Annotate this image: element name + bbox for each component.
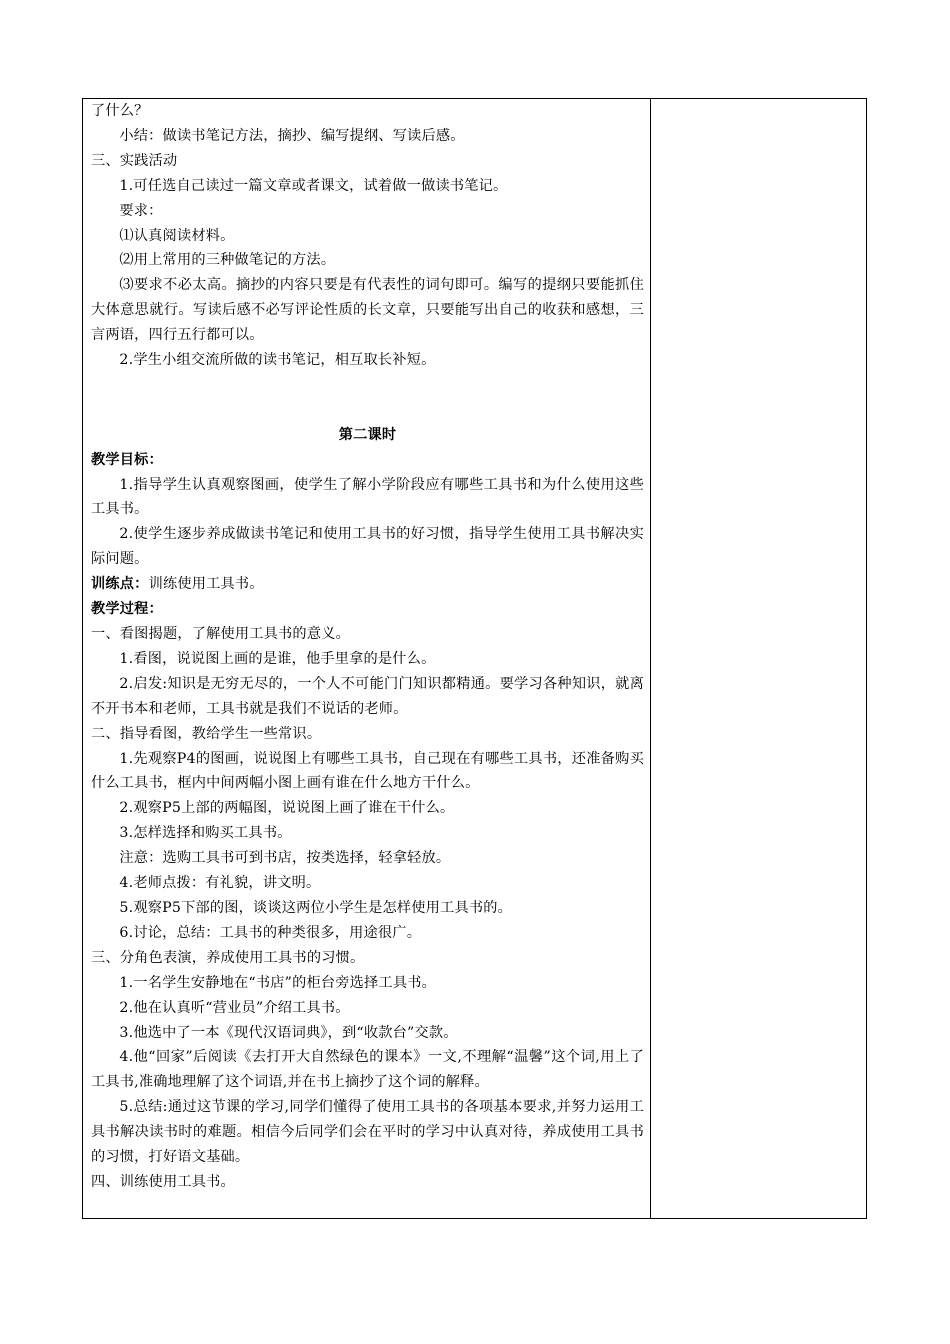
list-item: 2.使学生逐步养成做读书笔记和使用工具书的好习惯，指导学生使用工具书解决实际问题。 bbox=[91, 526, 644, 568]
lesson-title: 第二课时 bbox=[338, 426, 397, 443]
list-item: 3.怎样选择和购买工具书。 bbox=[119, 825, 292, 842]
list-item: 4.他“回家”后阅读《去打开大自然绿色的课本》一文,不理解“温馨”这个词,用上了工具书,准确地理解了这个词语,并在书上摘抄了这个词的解释。 bbox=[91, 1049, 644, 1091]
list-item: 2.学生小组交流所做的读书笔记，相互取长补短。 bbox=[119, 352, 436, 369]
section-heading: 一、看图揭题，了解使用工具书的意义。 bbox=[91, 626, 350, 642]
summary-line: 小结：做读书笔记方法，摘抄、编写提纲、写读后感。 bbox=[119, 127, 465, 144]
goals-label: 教学目标： bbox=[91, 451, 163, 468]
note-line: 注意：选购工具书可到书店，按类选择，轻拿轻放。 bbox=[119, 850, 451, 867]
training-text: 训练使用工具书。 bbox=[148, 576, 264, 593]
section-heading: 三、实践活动 bbox=[91, 152, 178, 169]
blank-line bbox=[91, 398, 644, 423]
list-item: ⑴认真阅读材料。 bbox=[119, 227, 235, 244]
list-item: 6.讨论，总结：工具书的种类很多，用途很广。 bbox=[119, 924, 422, 941]
list-item: 4.老师点拨：有礼貌，讲文明。 bbox=[119, 875, 321, 892]
notes-cell bbox=[651, 99, 866, 1218]
list-item: 1.看图，说说图上画的是谁，他手里拿的是什么。 bbox=[119, 650, 436, 667]
list-item: 1.一名学生安静地在“书店”的柜台旁选择工具书。 bbox=[119, 974, 436, 991]
list-item: 1.指导学生认真观察图画，使学生了解小学阶段应有哪些工具书和为什么使用这些工具书。 bbox=[91, 476, 644, 518]
list-item: ⑶要求不必太高。摘抄的内容只要是有代表性的词句即可。编写的提纲只要能抓住大体意思就行。写读后感不必写评论性质的长文章，只要能写出自己的收获和感想，三言两语，四行五行都可以。 bbox=[91, 277, 644, 344]
training-label: 训练点： bbox=[91, 576, 149, 593]
process-label: 教学过程： bbox=[91, 601, 163, 618]
list-item: 2.他在认真听“营业员”介绍工具书。 bbox=[119, 999, 350, 1016]
text-line: 了什么？ bbox=[91, 103, 149, 119]
section-heading: 四、训练使用工具书。 bbox=[91, 1173, 235, 1190]
list-item: 1.先观察P4的图画，说说图上有哪些工具书，自己现在有哪些工具书，还准备购买什么工具书，框内中间两幅小图上画有谁在什么地方干什么。 bbox=[91, 750, 644, 792]
list-item: 2.观察P5上部的两幅图，说说图上画了谁在干什么。 bbox=[119, 800, 455, 817]
list-item: 3.他选中了一本《现代汉语词典》，到“收款台”交款。 bbox=[119, 1024, 458, 1041]
lesson-plan-table bbox=[82, 98, 867, 1219]
list-item: 1.可任选自己读过一篇文章或者课文，试着做一做读书笔记。 bbox=[119, 177, 508, 194]
section-heading: 三、分角色表演，养成使用工具书的习惯。 bbox=[91, 949, 365, 966]
section-heading: 二、指导看图，教给学生一些常识。 bbox=[91, 725, 322, 742]
list-item: 5.观察P5下部的图，谈谈这两位小学生是怎样使用工具书的。 bbox=[119, 899, 512, 916]
blank-line bbox=[91, 373, 644, 398]
list-item: ⑵用上常用的三种做笔记的方法。 bbox=[119, 252, 336, 269]
list-item: 2.启发:知识是无穷无尽的，一个人不可能门门知识都精通。要学习各种知识，就离不开书本和老师，工具书就是我们不说话的老师。 bbox=[91, 675, 644, 717]
list-item: 5.总结:通过这节课的学习,同学们懂得了使用工具书的各项基本要求,并努力运用工具书解决读书时的难题。相信今后同学们会在平时的学习中认真对待，养成使用工具书的习惯，打好语文基础。 bbox=[91, 1099, 644, 1166]
lesson-content-cell bbox=[83, 99, 651, 1218]
training-line bbox=[91, 572, 644, 597]
requirements-label: 要求： bbox=[119, 202, 163, 219]
